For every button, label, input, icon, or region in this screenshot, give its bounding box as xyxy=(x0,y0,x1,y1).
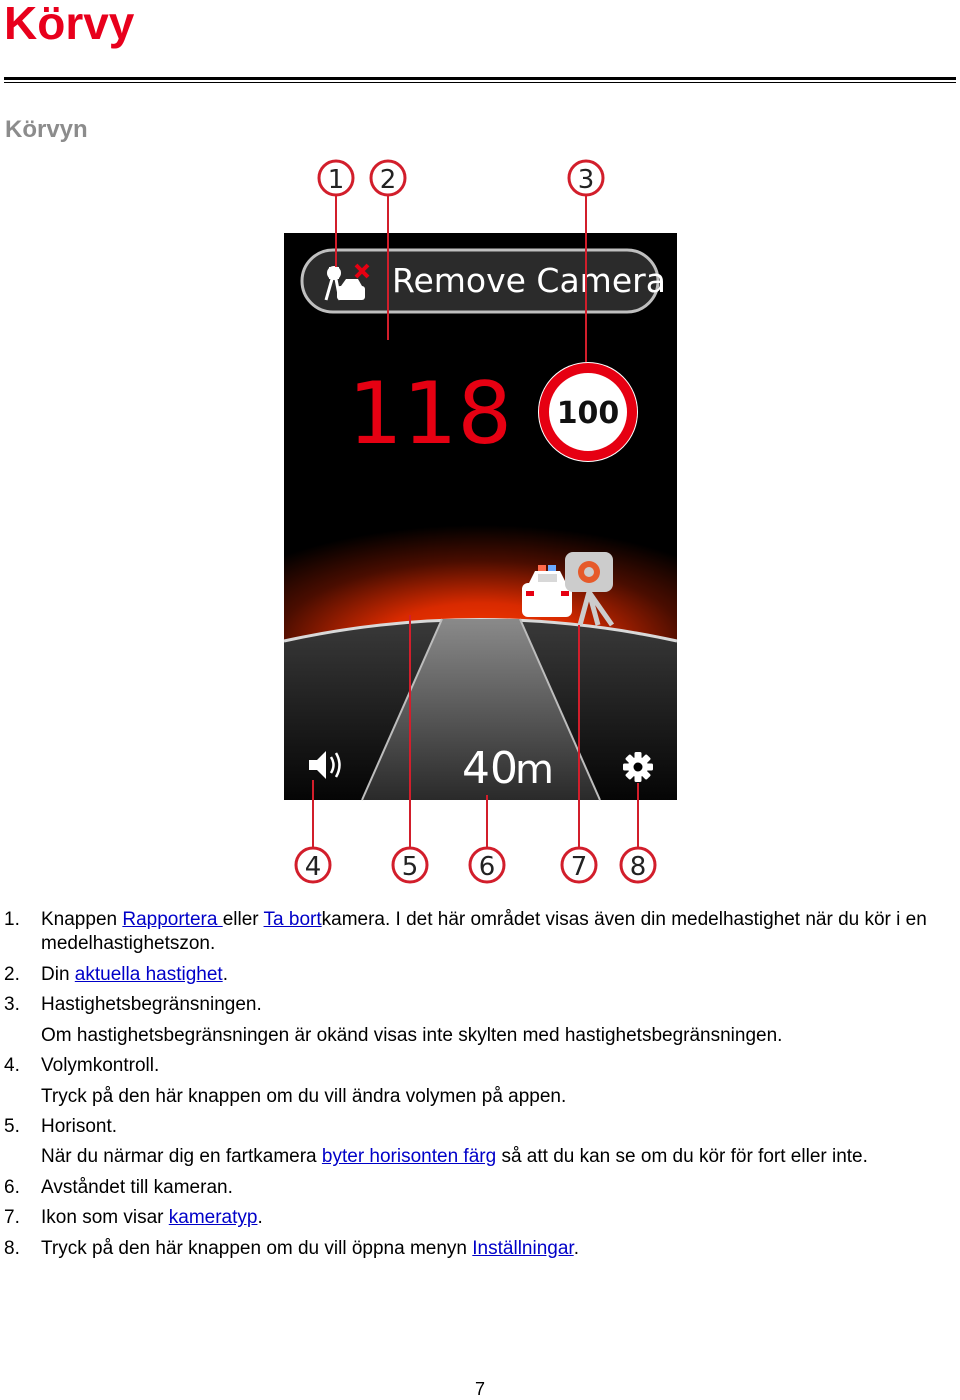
rapportera-link[interactable]: Rapportera xyxy=(122,909,223,930)
list-item: 1. Knappen Rapportera eller Ta bortkamera. I det här området visas även din medelhastighet när du kör i en medelhastighetszon. xyxy=(4,909,927,954)
speed-limit-sign xyxy=(538,362,638,462)
page-number: 7 xyxy=(474,1379,485,1399)
item-number: 3. xyxy=(4,994,20,1016)
remove-camera-button[interactable] xyxy=(302,250,666,312)
title-rule xyxy=(4,77,956,80)
item-number: 8. xyxy=(4,1237,20,1259)
current-speed: 118 xyxy=(348,364,513,464)
callout-3 xyxy=(569,161,603,195)
list-item-detail: Om hastighetsbegränsningen är okänd visas inte skylten med hastighetsbegränsningen. xyxy=(41,1024,783,1046)
page-title: Körvy xyxy=(4,0,135,49)
speed-limit-value: 100 xyxy=(556,396,620,431)
distance-value: 40 xyxy=(462,743,518,794)
current-speed-link[interactable]: aktuella hastighet xyxy=(74,964,223,985)
callout-4 xyxy=(296,848,330,882)
item-number: 4. xyxy=(4,1055,20,1077)
callout-8 xyxy=(621,848,655,882)
callout-2 xyxy=(371,161,405,195)
list-item: 2. Din aktuella hastighet. xyxy=(0,960,960,990)
section-title: Körvyn xyxy=(5,116,88,143)
callout-1 xyxy=(319,161,353,195)
list-item: 8. Tryck på den här knappen om du vill öppna menyn Inställningar. xyxy=(0,1234,960,1264)
list-item-detail: Tryck på den här knappen om du vill ändra volymen på appen. xyxy=(41,1085,567,1107)
list-item: 4. Volymkontroll. xyxy=(0,1051,960,1081)
svg-text:8: 8 xyxy=(629,852,647,882)
settings-gear-icon[interactable] xyxy=(623,752,653,782)
item-number: 1. xyxy=(4,909,20,930)
driving-view-figure xyxy=(282,155,682,890)
horizon-color-link[interactable]: byter horisonten färg xyxy=(321,1146,497,1168)
item-number: 5. xyxy=(4,1116,20,1138)
svg-text:4: 4 xyxy=(304,852,322,882)
svg-text:7: 7 xyxy=(570,852,588,882)
callout-6 xyxy=(470,848,504,882)
callout-7 xyxy=(562,848,596,882)
list-item-detail: När du närmar dig en fartkamera byter horisonten färg så att du kan se om du kör för fort eller inte. xyxy=(41,1146,868,1168)
title-rule-thin xyxy=(4,82,956,83)
item-number: 6. xyxy=(4,1176,20,1198)
item-number: 2. xyxy=(4,964,20,985)
banner-label: Remove Camera xyxy=(392,261,666,300)
svg-text:6: 6 xyxy=(478,852,496,882)
app-screen xyxy=(284,233,677,800)
settings-link[interactable]: Inställningar xyxy=(472,1237,574,1259)
list-item: 6. Avståndet till kameran. xyxy=(0,1173,960,1203)
legend-list xyxy=(0,906,960,1264)
svg-text:3: 3 xyxy=(577,165,595,195)
svg-text:5: 5 xyxy=(401,852,419,882)
svg-text:2: 2 xyxy=(379,165,397,195)
list-item: 3. Hastighetsbegränsningen. xyxy=(0,990,960,1020)
callout-5 xyxy=(393,848,427,882)
ta-bort-link[interactable]: Ta bort xyxy=(263,909,322,930)
camera-type-link[interactable]: kameratyp xyxy=(168,1207,258,1229)
list-item: 5. Horisont. xyxy=(0,1112,960,1142)
distance-unit: m xyxy=(515,747,554,793)
item-number: 7. xyxy=(4,1207,20,1229)
list-item: 7. Ikon som visar kameratyp. xyxy=(0,1203,960,1233)
svg-text:1: 1 xyxy=(327,165,345,195)
